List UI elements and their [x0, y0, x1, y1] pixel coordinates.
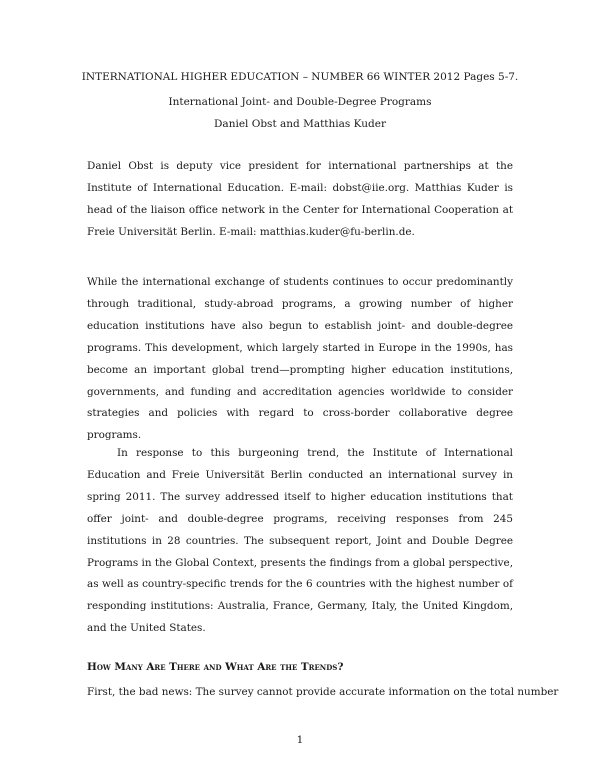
- article-title: International Joint- and Double-Degree Programs: [168, 96, 432, 108]
- author-bio-paragraph: Daniel Obst is deputy vice president for international partnerships at the Institute of International Education. E-mail: dobst@iie.org. Matthias Kuder is head of the liaison office network in the Center for International Cooperation at Freie Universität Berlin. E-mail: matthias.kuder@fu-berlin.de.: [87, 160, 513, 238]
- journal-citation-line: INTERNATIONAL HIGHER EDUCATION – NUMBER 66 WINTER 2012 Pages 5-7.: [81, 71, 519, 83]
- body-paragraph-2: In response to this burgeoning trend, the Institute of International Education and Freie Universität Berlin conducted an international survey in spring 2011. The survey addressed itself to higher education institutions that offer joint- and double-degree programs, receiving responses from 245 institutions in 28 countries. The subsequent report, Joint and Double Degree Programs in the Global Context, presents the findings from a global perspective, as well as country-specific trends for the 6 countries with the highest number of responding institutions: Australia, France, Germany, Italy, the United Kingdom, and the United States.: [87, 447, 513, 635]
- body-paragraph-3: First, the bad news: The survey cannot provide accurate information on the total number: [87, 686, 559, 698]
- section-heading: How Many Are There and What Are the Trends?: [87, 661, 344, 673]
- article-authors: Daniel Obst and Matthias Kuder: [214, 118, 386, 130]
- body-paragraph-1: While the international exchange of students continues to occur predominantly through traditional, study-abroad programs, a growing number of higher education institutions have also begun to establish joint- and double-degree programs. This development, which largely started in Europe in the 1990s, has become an important global trend—prompting higher education institutions, governments, and funding and accreditation agencies worldwide to consider strategies and policies with regard to cross-border collaborative degree programs.: [87, 276, 513, 442]
- page-number: 1: [296, 734, 304, 746]
